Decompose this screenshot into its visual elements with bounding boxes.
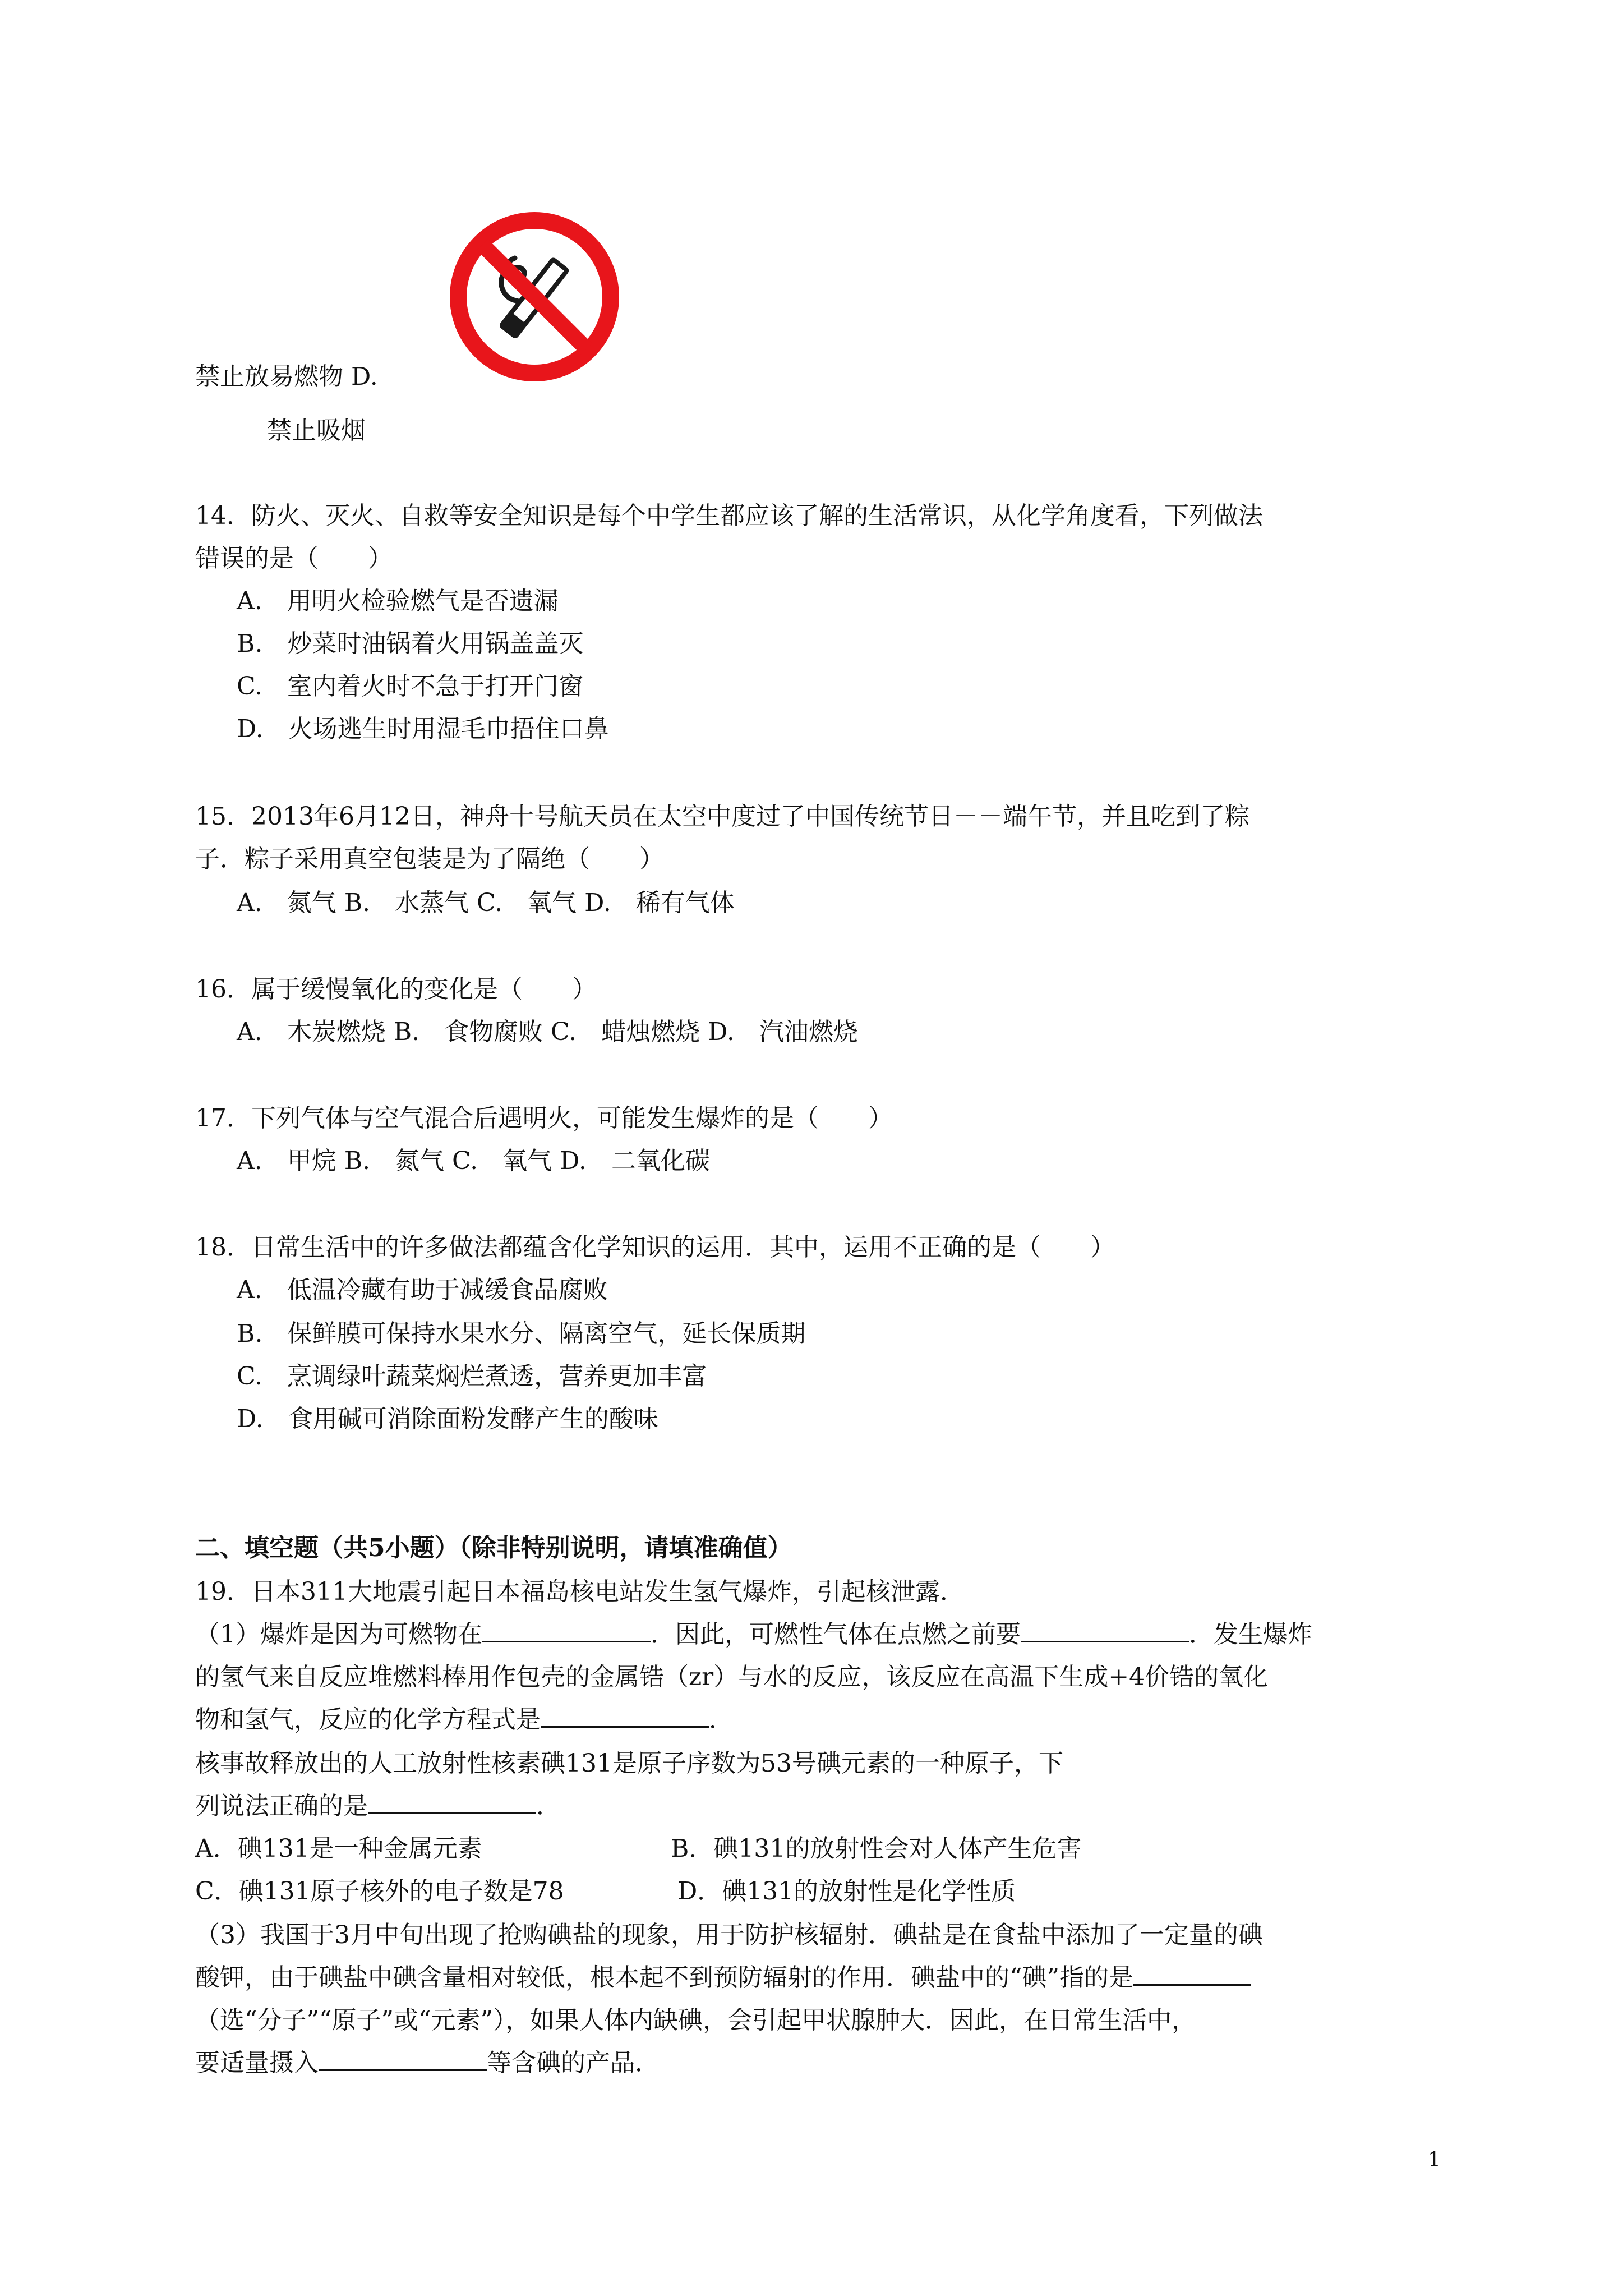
q19-part2-line1: 核事故释放出的人工放射性核素碘131是原子序数为53号碘元素的一种原子，下 (195, 1749, 1063, 1778)
q19-part1-line3-end: ． (709, 1705, 734, 1734)
q19-part3-line2 (195, 1957, 1251, 1999)
q19-part1-line2: 的氢气来自反应堆燃料棒用作包壳的金属锆（zr）与水的反应，该反应在高温下生成+4价锆的氧化 (195, 1663, 1269, 1691)
answer-blank-1[interactable] (482, 1614, 651, 1642)
q19-part2-option-d: D．碘131的放射性是化学性质 (677, 1877, 1016, 1906)
q17-options: A. 甲烷 B. 氮气 C. 氧气 D. 二氧化碳 (237, 1147, 710, 1175)
q19-part3-line2-text: 酸钾，由于碘盐中碘含量相对较低，根本起不到预防辐射的作用．碘盐中的“碘”指的是 (195, 1963, 1133, 1992)
q19-part1-text-b: ．因此，可燃性气体在点燃之前要 (651, 1620, 1021, 1649)
option-c-caption: 禁止放易燃物 D. (195, 362, 378, 391)
no-smoking-sign-image (448, 210, 621, 384)
q18-option-a: A. 低温冷藏有助于减缓食品腐败 (237, 1276, 608, 1304)
q19-part1-text-a: （1）爆炸是因为可燃物在 (195, 1620, 482, 1649)
q15-options: A. 氮气 B. 水蒸气 C. 氧气 D. 稀有气体 (237, 889, 735, 917)
q19-part2-line2-end: ． (536, 1792, 561, 1820)
q19-part1-line3-text: 物和氢气，反应的化学方程式是 (195, 1705, 541, 1734)
q19-part1-text-c: ．发生爆炸 (1189, 1620, 1312, 1649)
q14-option-a: A. 用明火检验燃气是否遗漏 (237, 587, 559, 615)
q19-part2-option-c: C．碘131原子核外的电子数是78 (195, 1877, 564, 1906)
q19-part3-line4 (195, 2042, 660, 2085)
q19-part3-line4-end: 等含碘的产品． (487, 2049, 660, 2077)
no-smoking-icon (458, 220, 611, 373)
q17-stem: 17．下列气体与空气混合后遇明火，可能发生爆炸的是（ ） (195, 1104, 893, 1133)
q19-part3-line3: （选“分子”“原子”或“元素”），如果人体内缺碘，会引起甲状腺肿大．因此，在日常生活中， (195, 2006, 1196, 2035)
section2-heading: 二、填空题（共5小题）（除非特别说明，请填准确值） (195, 1534, 792, 1562)
answer-blank-2[interactable] (1021, 1614, 1189, 1642)
q19-part1-line3 (195, 1699, 734, 1741)
q18-option-d: D. 食用碱可消除面粉发酵产生的酸味 (237, 1405, 658, 1433)
q19-part2-option-b: B．碘131的放射性会对人体产生危害 (671, 1834, 1082, 1863)
q14-option-c: C. 室内着火时不急于打开门窗 (237, 672, 584, 701)
q19-part2-option-a: A．碘131是一种金属元素 (195, 1834, 482, 1863)
q19-part2-line2 (195, 1785, 561, 1828)
q19-part2-line2-text: 列说法正确的是 (195, 1792, 368, 1820)
q19-part3-line1: （3）我国于3月中旬出现了抢购碘盐的现象，用于防护核辐射．碘盐是在食盐中添加了一定量的碘 (195, 1921, 1263, 1949)
q14-stem-line1: 14．防火、灭火、自救等安全知识是每个中学生都应该了解的生活常识，从化学角度看，下列做法 (195, 501, 1263, 530)
q18-stem: 18．日常生活中的许多做法都蕴含化学知识的运用．其中，运用不正确的是（ ） (195, 1233, 1115, 1262)
q16-options: A. 木炭燃烧 B. 食物腐败 C. 蜡烛燃烧 D. 汽油燃烧 (237, 1018, 858, 1046)
q14-option-d: D. 火场逃生时用湿毛巾捂住口鼻 (237, 715, 609, 743)
q18-option-b: B. 保鲜膜可保持水果水分、隔离空气，延长保质期 (237, 1319, 806, 1348)
q15-stem-line1: 15．2013年6月12日，神舟十号航天员在太空中度过了中国传统节日－－端午节，并且吃到了粽 (195, 802, 1249, 831)
q16-stem: 16．属于缓慢氧化的变化是（ ） (195, 975, 597, 1004)
page-number: 1 (1428, 2148, 1441, 2171)
q19-intro: 19．日本311大地震引起日本福岛核电站发生氢气爆炸，引起核泄露． (195, 1577, 965, 1606)
answer-blank-6[interactable] (319, 2042, 487, 2071)
option-d-caption: 禁止吸烟 (267, 416, 366, 445)
q19-part1-line1 (195, 1613, 1312, 1656)
answer-blank-4[interactable] (368, 1786, 536, 1814)
q15-stem-line2: 子．粽子采用真空包装是为了隔绝（ ） (195, 845, 664, 873)
answer-blank-5[interactable] (1133, 1957, 1251, 1986)
q18-option-c: C. 烹调绿叶蔬菜焖烂煮透，营养更加丰富 (237, 1362, 707, 1391)
answer-blank-3[interactable] (541, 1699, 709, 1728)
q14-stem-line2: 错误的是（ ） (195, 544, 393, 573)
q19-part3-line4-text: 要适量摄入 (195, 2049, 319, 2077)
q14-option-b: B. 炒菜时油锅着火用锅盖盖灭 (237, 629, 584, 658)
